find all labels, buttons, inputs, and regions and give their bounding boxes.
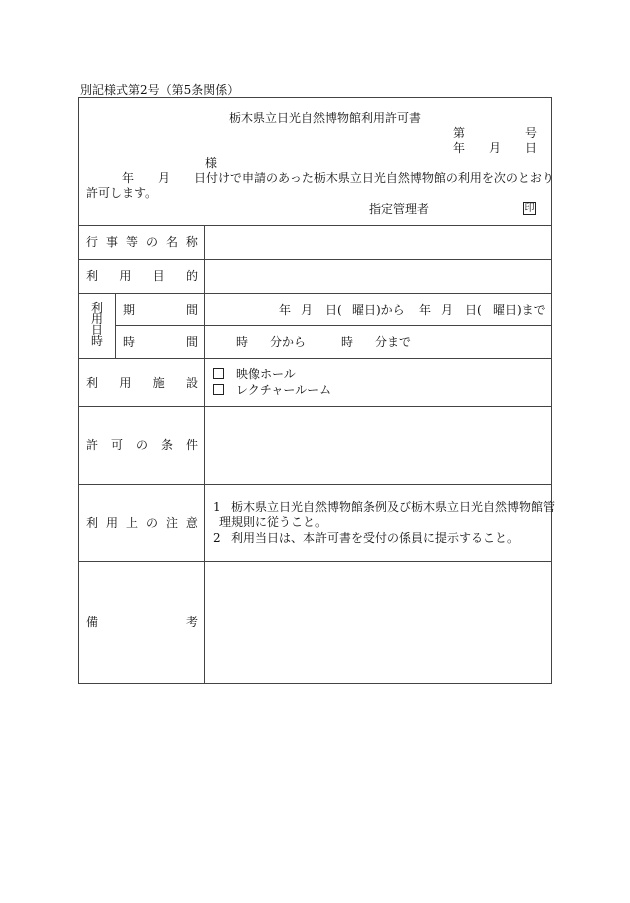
application-month: 月 [158,171,171,185]
conditions-label: 許 可 の 条 件 [86,438,198,452]
divider [79,358,551,359]
divider [79,406,551,407]
divider [79,484,551,485]
note-2-number: 2 [213,531,221,545]
divider [79,259,551,260]
period-end-day: 日( [465,303,482,317]
column-divider [115,293,116,358]
period-end-weekday: 曜日)まで [493,303,546,317]
divider [79,225,551,226]
facility-option-text: レクチャールーム [236,383,332,397]
addressee-suffix: 様 [205,156,218,170]
notes-label: 利 用 上 の 注 意 [86,516,198,530]
permit-statement-line2: 許可します。 [86,186,158,200]
facility-label: 利 用 施 設 [86,376,198,390]
period-start-weekday: 曜日)から [352,303,405,317]
purpose-label: 利 用 目 的 [86,269,198,283]
form-number-label: 別記様式第2号（第5条関係） [80,83,240,97]
application-year: 年 [122,171,135,185]
issue-date-month: 月 [489,141,502,155]
period-start-year: 年 [279,303,292,317]
period-label: 期 間 [123,303,198,317]
issue-date-day: 日 [525,141,538,155]
checkbox[interactable] [213,384,224,395]
period-end-month: 月 [441,303,454,317]
note-2-line1: 利用当日は、本許可書を受付の係員に提示すること。 [231,531,520,545]
remarks-label: 備 考 [86,615,198,629]
seal-mark: 印 [524,203,535,214]
column-divider [204,225,205,683]
note-1-line1: 栃木県立日光自然博物館条例及び栃木県立日光自然博物館管 [231,500,556,514]
number-prefix: 第 [453,126,466,140]
time-label: 時 間 [123,335,198,349]
note-1-line2: 理規則に従うこと。 [219,515,328,529]
permit-statement-line1: 日付けで申請のあった栃木県立日光自然博物館の利用を次のとおり [194,171,554,185]
form-title: 栃木県立日光自然博物館利用許可書 [229,111,422,125]
permit-form [78,97,556,684]
time-start-minute: 分から [270,335,307,349]
note-1-number: 1 [213,500,221,514]
divider [79,561,551,562]
time-start-hour: 時 [236,335,249,349]
time-end-minute: 分まで [375,335,412,349]
period-start-day: 日( [325,303,342,317]
issue-date-year: 年 [453,141,466,155]
period-start-month: 月 [301,303,314,317]
designated-manager: 指定管理者 [369,202,430,216]
usage-datetime-label: 利 用 日 時 [90,301,103,348]
divider [79,293,551,294]
number-suffix: 号 [525,126,538,140]
time-end-hour: 時 [341,335,354,349]
event-name-label: 行 事 等 の 名 称 [86,235,198,249]
facility-option-lecture-room[interactable] [213,383,331,397]
period-end-year: 年 [419,303,432,317]
divider [115,325,551,326]
checkbox[interactable] [213,368,224,379]
facility-option-text: 映像ホール [236,367,296,381]
facility-option-video-hall[interactable] [213,367,296,381]
